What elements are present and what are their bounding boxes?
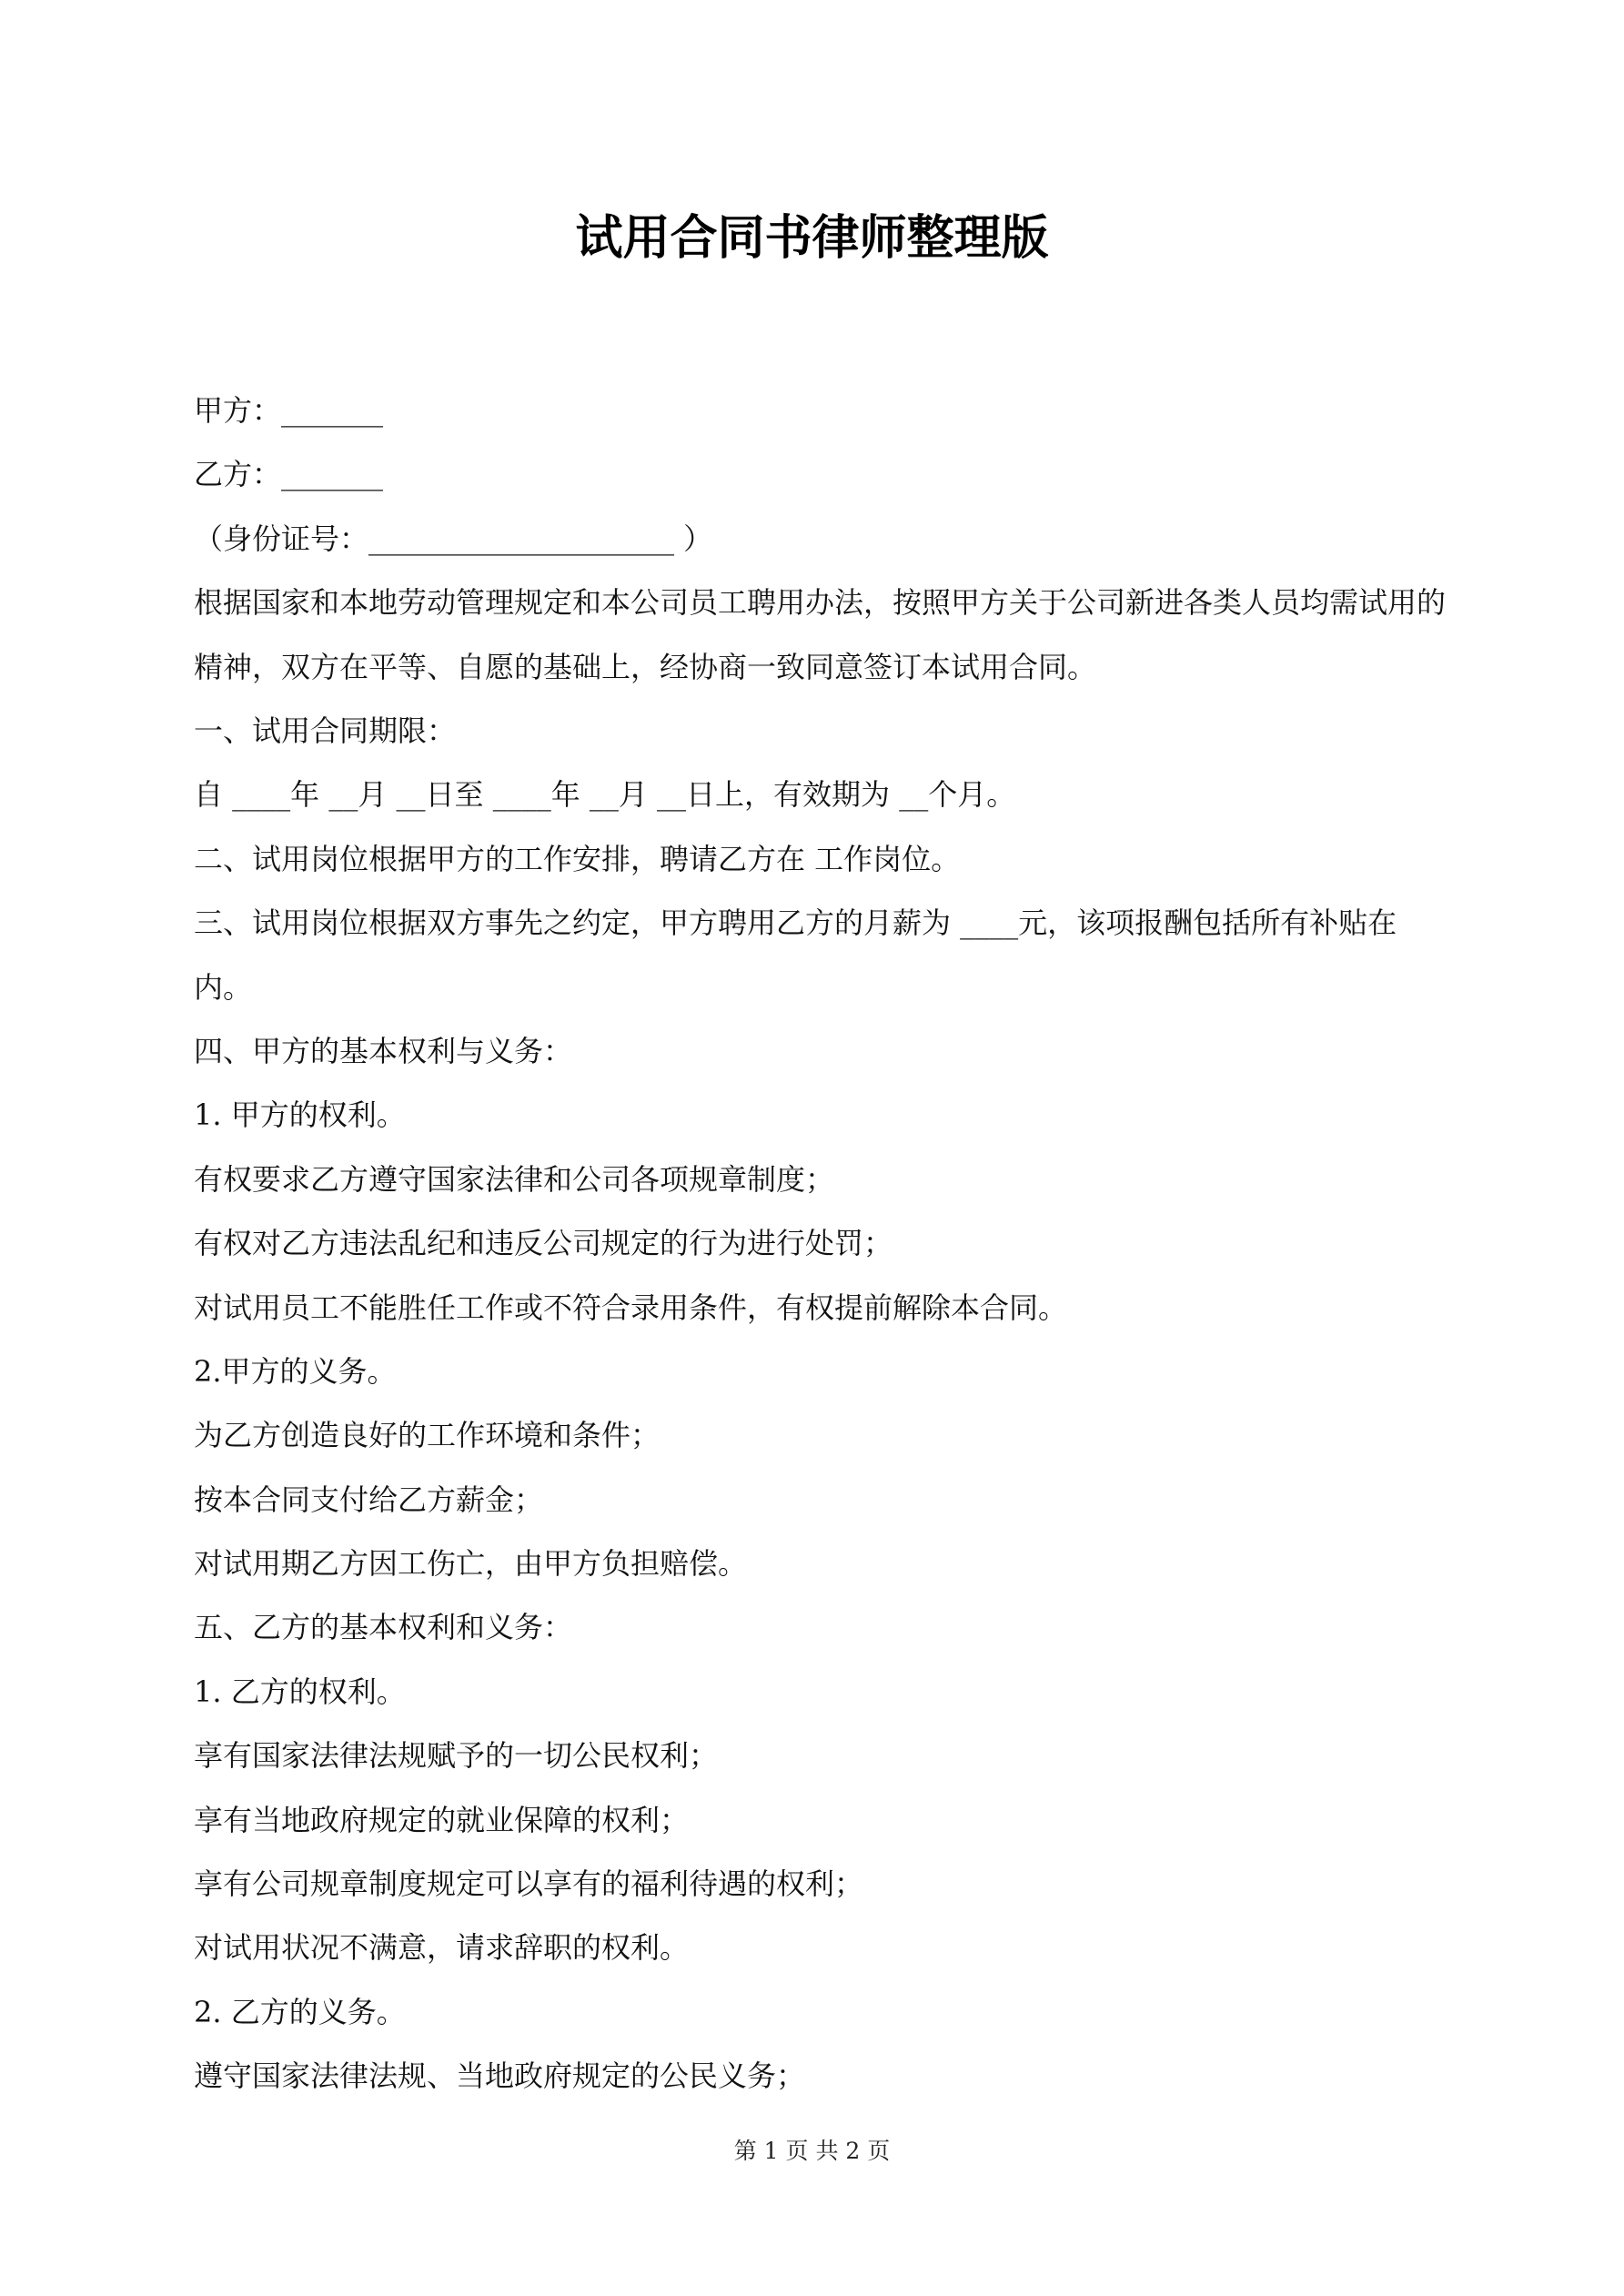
party-a-duty-item: 按本合同支付给乙方薪金； [194, 1482, 544, 1517]
party-a-duty-item: 对试用期乙方因工伤亡，由甲方负担赔偿。 [194, 1546, 748, 1582]
party-a-right-item: 有权对乙方违法乱纪和违反公司规定的行为进行处罚； [194, 1226, 893, 1261]
id-number-line: （身份证号：_____________________ ） [194, 521, 713, 556]
page-number-footer: 第 1 页 共 2 页 [733, 2138, 891, 2164]
party-a-rights-heading: 1. 甲方的权利。 [194, 1097, 406, 1133]
party-b-duty-item: 遵守国家法律法规、当地政府规定的公民义务； [194, 2058, 806, 2094]
party-a-right-item: 有权要求乙方遵守国家法律和公司各项规章制度； [194, 1161, 835, 1197]
contract-term-line: 自 ____年 __月 __日至 ____年 __月 __日上，有效期为 __个月。 [194, 777, 1016, 813]
party-b-right-item: 享有当地政府规定的就业保障的权利； [194, 1802, 690, 1837]
party-b-duties-heading: 2. 乙方的义务。 [194, 1994, 406, 2029]
party-b-right-item: 享有公司规章制度规定可以享有的福利待遇的权利； [194, 1866, 864, 1902]
party-b-rights-heading: 1. 乙方的权利。 [194, 1674, 406, 1709]
party-a-duty-item: 为乙方创造良好的工作环境和条件； [194, 1418, 661, 1453]
section-2-paragraph: 二、试用岗位根据甲方的工作安排，聘请乙方在 工作岗位。 [194, 841, 961, 876]
section-3-paragraph: 三、试用岗位根据双方事先之约定，甲方聘用乙方的月薪为 ____元，该项报酬包括所有补贴在内。 [194, 905, 1397, 1005]
party-b-line: 乙方：_______ [194, 457, 384, 492]
section-4-heading: 四、甲方的基本权利与义务： [194, 1033, 573, 1068]
section-1-heading: 一、试用合同期限： [194, 713, 457, 748]
party-a-duties-heading: 2.甲方的义务。 [194, 1353, 397, 1389]
party-a-line: 甲方：_______ [194, 393, 384, 428]
intro-paragraph: 根据国家和本地劳动管理规定和本公司员工聘用办法，按照甲方关于公司新进各类人员均需试用的精神，双方在平等、自愿的基础上，经协商一致同意签订本试用合同。 [194, 585, 1447, 684]
party-a-right-item: 对试用员工不能胜任工作或不符合录用条件，有权提前解除本合同。 [194, 1290, 1068, 1325]
party-b-right-item: 享有国家法律法规赋予的一切公民权利； [194, 1738, 719, 1774]
section-5-heading: 五、乙方的基本权利和义务： [194, 1610, 573, 1645]
document-title: 试用合同书律师整理版 [575, 211, 1049, 266]
party-b-right-item: 对试用状况不满意，请求辞职的权利。 [194, 1930, 690, 1966]
contract-body [194, 379, 1449, 2109]
